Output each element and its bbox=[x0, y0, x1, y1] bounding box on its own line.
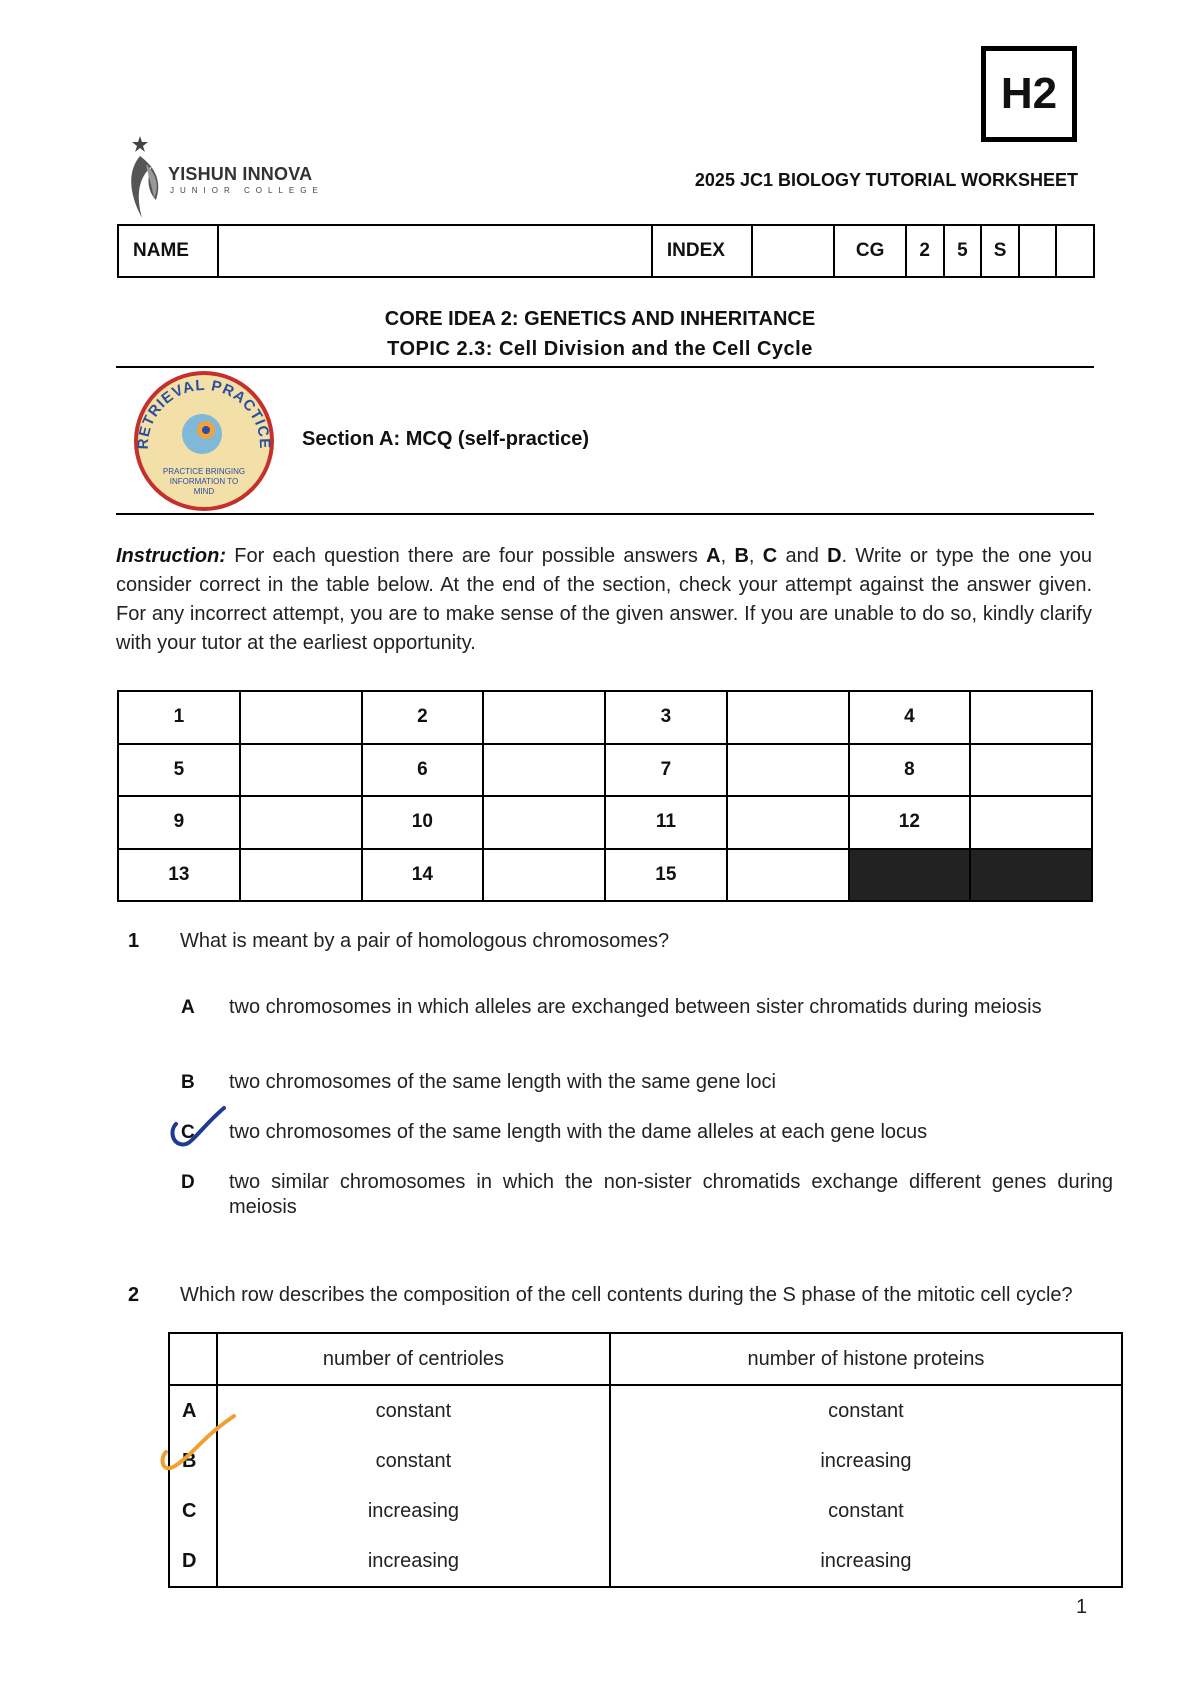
divider bbox=[116, 513, 1094, 515]
table-header: number of centrioles bbox=[217, 1333, 610, 1385]
question-number-cell: 9 bbox=[118, 796, 240, 849]
options-table bbox=[168, 1332, 1123, 1588]
head-icon bbox=[182, 414, 222, 454]
index-field[interactable] bbox=[752, 225, 835, 277]
answer-cell[interactable] bbox=[483, 796, 605, 849]
badge-inner-line: MIND bbox=[193, 487, 215, 496]
blank-cell bbox=[970, 849, 1092, 902]
option-text: two similar chromosomes in which the non-sister chromatids exchange different genes during meiosis bbox=[229, 1171, 1113, 1218]
row-label: C bbox=[169, 1486, 217, 1536]
answer-grid bbox=[117, 690, 1093, 902]
option-text: two chromosomes of the same length with the same gene loci bbox=[229, 1071, 776, 1093]
table-row bbox=[169, 1436, 1122, 1486]
question-number-cell: 1 bbox=[118, 691, 240, 744]
question-number-cell: 7 bbox=[605, 744, 727, 797]
logo-name: YISHUN INNOVA bbox=[168, 164, 313, 184]
answer-grid-row bbox=[118, 849, 1092, 902]
question-number-cell: 5 bbox=[118, 744, 240, 797]
question-number-cell: 15 bbox=[605, 849, 727, 902]
answer-cell[interactable] bbox=[727, 744, 849, 797]
option-label: C bbox=[181, 1122, 195, 1143]
row-label: B bbox=[169, 1436, 217, 1486]
name-field[interactable] bbox=[218, 225, 652, 277]
table-header: number of histone proteins bbox=[610, 1333, 1122, 1385]
histones-cell: increasing bbox=[610, 1436, 1122, 1486]
instruction-label: Instruction: bbox=[116, 545, 226, 567]
option-label: D bbox=[181, 1172, 195, 1193]
badge-inner-line: INFORMATION TO bbox=[169, 477, 239, 486]
question-number-cell: 8 bbox=[849, 744, 971, 797]
badge-inner-line: PRACTICE BRINGING bbox=[162, 467, 246, 476]
answer-cell[interactable] bbox=[970, 796, 1092, 849]
question-number: 2 bbox=[128, 1284, 140, 1306]
logo-subtitle: JUNIOR COLLEGE bbox=[170, 186, 324, 195]
table-row bbox=[169, 1385, 1122, 1436]
question-number-cell: 12 bbox=[849, 796, 971, 849]
page-number: 1 bbox=[1076, 1596, 1088, 1618]
handwritten-tick-icon bbox=[156, 1412, 240, 1476]
cg-cell[interactable]: 2 bbox=[906, 225, 944, 277]
worksheet-title: 2025 JC1 BIOLOGY TUTORIAL WORKSHEET bbox=[694, 170, 1078, 190]
answer-cell[interactable] bbox=[240, 849, 362, 902]
student-info-table bbox=[117, 224, 1095, 278]
answer-cell[interactable] bbox=[727, 849, 849, 902]
core-idea-title: CORE IDEA 2: GENETICS AND INHERITANCE bbox=[384, 308, 816, 330]
question-text: Which row describes the composition of the cell contents during the S phase of the mitotic cell cycle? bbox=[180, 1284, 1073, 1306]
name-label: NAME bbox=[118, 225, 218, 277]
question-number-cell: 13 bbox=[118, 849, 240, 902]
row-label: A bbox=[169, 1385, 217, 1436]
histones-cell: constant bbox=[610, 1385, 1122, 1436]
table-row bbox=[169, 1486, 1122, 1536]
question-number-cell: 14 bbox=[362, 849, 484, 902]
answer-cell[interactable] bbox=[240, 796, 362, 849]
answer-cell[interactable] bbox=[727, 691, 849, 744]
question-number: 1 bbox=[128, 930, 140, 952]
instruction-paragraph: Instruction: For each question there are four possible answers A, B, C and D. Write or type the one you consider correct in the table below. At the end of the section, check your attempt against the answer given. For any incorrect attempt, you are to make sense of the given answer. If you are unable to do so, kindly clarify with your tutor at the earliest opportunity. bbox=[116, 545, 1092, 654]
centrioles-cell: constant bbox=[217, 1436, 610, 1486]
badge-ring-text: RETRIEVAL PRACTICE bbox=[134, 376, 274, 450]
answer-cell[interactable] bbox=[970, 691, 1092, 744]
question-number-cell: 11 bbox=[605, 796, 727, 849]
question-number-cell: 10 bbox=[362, 796, 484, 849]
cg-label: CG bbox=[834, 225, 905, 277]
histones-cell: constant bbox=[610, 1486, 1122, 1536]
table-header bbox=[169, 1333, 217, 1385]
divider bbox=[116, 366, 1094, 368]
cg-cell[interactable] bbox=[1056, 225, 1094, 277]
answer-cell[interactable] bbox=[727, 796, 849, 849]
centrioles-cell: increasing bbox=[217, 1536, 610, 1587]
answer-cell[interactable] bbox=[240, 691, 362, 744]
topic-title: TOPIC 2.3: Cell Division and the Cell Cycle bbox=[387, 338, 813, 360]
handwritten-tick-icon bbox=[168, 1104, 230, 1150]
histones-cell: increasing bbox=[610, 1536, 1122, 1587]
cg-cell[interactable]: S bbox=[981, 225, 1019, 277]
centrioles-cell: constant bbox=[217, 1385, 610, 1436]
cg-cell[interactable] bbox=[1019, 225, 1057, 277]
index-label: INDEX bbox=[652, 225, 752, 277]
centrioles-cell: increasing bbox=[217, 1486, 610, 1536]
question-number-cell: 2 bbox=[362, 691, 484, 744]
cg-cell[interactable]: 5 bbox=[944, 225, 982, 277]
answer-cell[interactable] bbox=[483, 691, 605, 744]
retrieval-practice-badge bbox=[130, 370, 278, 512]
question-text: What is meant by a pair of homologous chromosomes? bbox=[180, 930, 670, 952]
section-title: Section A: MCQ (self-practice) bbox=[302, 428, 590, 450]
flame-logo-icon bbox=[126, 134, 172, 224]
blank-cell bbox=[849, 849, 971, 902]
question-number-cell: 4 bbox=[849, 691, 971, 744]
answer-grid-row bbox=[118, 796, 1092, 849]
option-text: two chromosomes of the same length with the dame alleles at each gene locus bbox=[229, 1121, 928, 1143]
level-box: H2 bbox=[981, 46, 1077, 142]
question-number-cell: 3 bbox=[605, 691, 727, 744]
answer-cell[interactable] bbox=[483, 849, 605, 902]
college-logo bbox=[126, 134, 326, 224]
row-label: D bbox=[169, 1536, 217, 1587]
answer-grid-row bbox=[118, 691, 1092, 744]
option-label: B bbox=[181, 1072, 195, 1093]
answer-cell[interactable] bbox=[970, 744, 1092, 797]
option-text: two chromosomes in which alleles are exchanged between sister chromatids during meiosis bbox=[229, 996, 1042, 1018]
option-label: A bbox=[181, 997, 195, 1018]
answer-cell[interactable] bbox=[483, 744, 605, 797]
answer-cell[interactable] bbox=[240, 744, 362, 797]
question-number-cell: 6 bbox=[362, 744, 484, 797]
table-row bbox=[169, 1536, 1122, 1587]
answer-grid-row bbox=[118, 744, 1092, 797]
